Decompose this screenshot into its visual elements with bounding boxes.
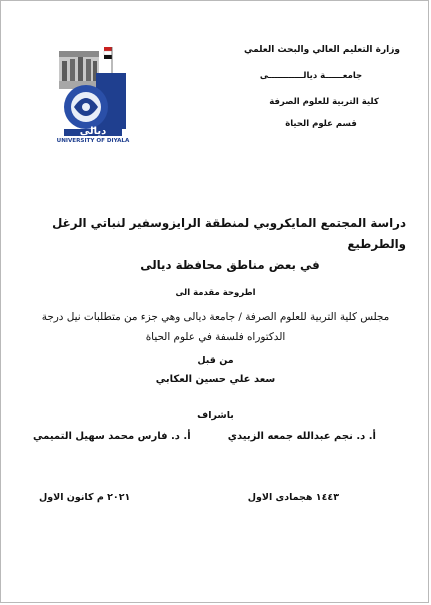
logo-arabic-name: ديالى [79,126,107,137]
presented-label: اطروحة مقدمة الى [175,288,256,298]
purpose-line-1: مجلس كلية التربية للعلوم الصرفة / جامعة ديالى وهي جزء من متطلبات نيل درجة [41,311,390,323]
title-line-1: دراسة المجتمع المايكروبي لمنطقة الرايزوسفير لنباتي الرغل والطرطيع [52,216,406,251]
by-label: من قبل [197,355,234,366]
date-hijri: ١٤٤٣ هجمادى الاول [247,492,339,503]
university-name: جامعــــــة ديالــــــــــــى [259,71,363,81]
author-name: سعد علي حسين العكابي [155,374,276,385]
college-name: كلية التربية للعلوم الصرفة [269,97,379,107]
supervisor-1: أ. د. نجم عبدالله جمعه الزبيدي [227,431,376,442]
date-gregorian: ٢٠٢١ م كانون الاول [39,492,131,503]
title-line-2: في بعض مناطق محافظة ديالى [140,258,320,272]
department-name: قسم علوم الحياة [285,119,357,129]
ministry-name: وزارة التعليم العالي والبحث العلمي [243,45,400,55]
purpose-line-2: الدكتوراه فلسفة في علوم الحياة [145,331,286,343]
supervisor-2: أ. د. فارس محمد سهيل التميمي [33,431,191,442]
supervision-label: باشراف [197,410,234,421]
university-logo [56,45,130,149]
logo-english-name: UNIVERSITY OF DIYALA [56,138,130,144]
thesis-title [14,213,406,276]
